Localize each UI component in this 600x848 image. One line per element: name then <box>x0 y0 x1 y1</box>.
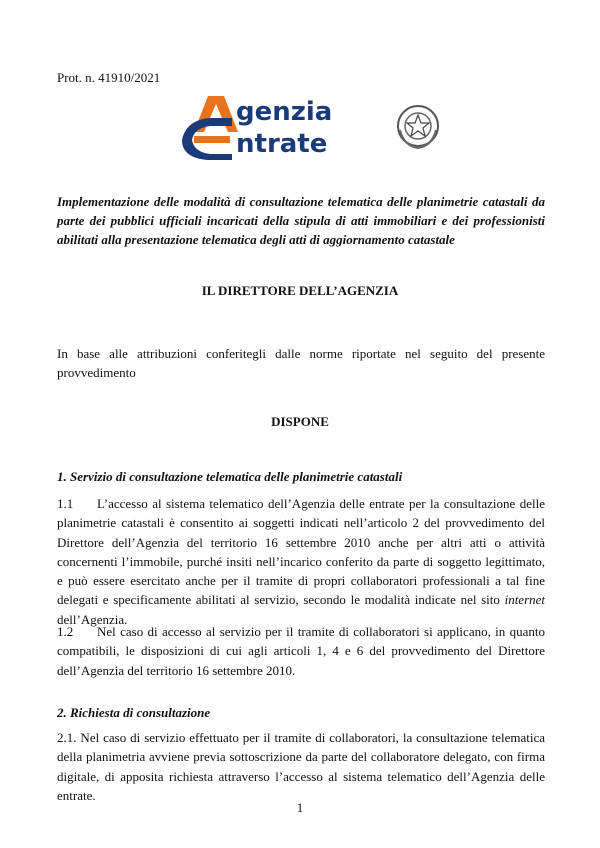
paragraph-number: 1.2 <box>57 624 74 639</box>
intro-paragraph: In base alle attribuzioni conferitegli dalle norme riportate nel seguito del presente provvedimento <box>57 346 545 380</box>
republic-emblem <box>398 106 438 148</box>
logo-text-top: genzia <box>236 97 333 127</box>
protocol-number: Prot. n. 41910/2021 <box>57 70 161 85</box>
document-title: Implementazione delle modalità di consultazione telematica delle planimetrie catastali da parte dei pubblici ufficiali incaricati della stipula di atti immobiliari e dei professionisti abilitati alla presentazione telematica degli atti di aggiornamento catastale <box>57 194 545 247</box>
section-2-heading: 2. Richiesta di consultazione <box>57 705 211 720</box>
dispone-heading: DISPONE <box>271 414 329 429</box>
paragraph-text: Nel caso di accesso al servizio per il tramite di collaboratori si applicano, in quanto compatibili, le disposizioni di cui agli articoli 1, 4 e 6 del provvedimento del Direttore dell’Agenzia del territorio 16 settembre 2010. <box>57 624 545 678</box>
section-1-heading: 1. Servizio di consultazione telematica delle planimetrie catastali <box>57 469 403 484</box>
logo-text-bottom: ntrate <box>236 129 328 159</box>
paragraph-text: L’accesso al sistema telematico dell’Agenzia delle entrate per la consultazione delle planimetrie catastali è consentito ai soggetti indicati nell’articolo 2 del provvedimento del Direttore dell’Agenzia del territorio 16 settembre 2010 anche per altri atti o attività concernenti l’immobile, purché insiti nell’incarico conferito da parte di soggetto legittimato, e può essere esercitato anche per il tramite di propri collaboratori professionali a tal fine delegati e specificamente abilitati al servizio, secondo le modalità indicate nel sito <box>57 496 545 608</box>
paragraph-text-italic: internet <box>504 592 546 608</box>
logo-e-mark <box>182 118 232 160</box>
paragraph-text-end: dell’Agenzia. <box>57 611 128 627</box>
director-heading: IL DIRETTORE DELL’AGENZIA <box>201 283 399 298</box>
agenzia-entrate-logo <box>180 94 440 160</box>
paragraph-2-1: 2.1. Nel caso di servizio effettuato per il tramite di collaboratori, la consultazione telematica della planimetria avviene previa sottoscrizione da parte del collaboratore delegato, con firma digitale, di apposita richiesta attraverso l’accesso al sistema telematico dell’Agenzia delle entrate. <box>57 730 545 803</box>
paragraph-1-1 <box>57 494 545 629</box>
paragraph-1-2 <box>57 622 545 680</box>
paragraph-number: 1.1 <box>57 496 74 511</box>
page-number: 1 <box>296 800 304 815</box>
